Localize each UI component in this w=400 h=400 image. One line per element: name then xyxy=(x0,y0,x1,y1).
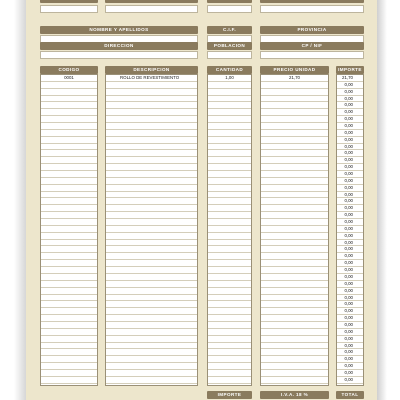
code-cell[interactable] xyxy=(41,322,97,329)
description-cell[interactable] xyxy=(106,226,197,233)
unit-price-cell[interactable] xyxy=(261,205,328,212)
quantity-cell[interactable] xyxy=(208,137,251,144)
unit-price-cell[interactable] xyxy=(261,370,328,377)
unit-price-cell[interactable] xyxy=(261,295,328,302)
quantity-cell[interactable] xyxy=(208,226,251,233)
code-cell[interactable] xyxy=(41,164,97,171)
unit-price-cell[interactable] xyxy=(261,109,328,116)
description-cell[interactable] xyxy=(106,363,197,370)
amount-cell[interactable]: 0,00 xyxy=(337,349,363,356)
code-cell[interactable] xyxy=(41,267,97,274)
amount-cell[interactable]: 0,00 xyxy=(337,240,363,247)
unit-price-cell[interactable] xyxy=(261,150,328,157)
code-cell[interactable] xyxy=(41,171,97,178)
unit-price-cell[interactable] xyxy=(261,343,328,350)
quantity-cell[interactable] xyxy=(208,246,251,253)
code-cell[interactable] xyxy=(41,288,97,295)
description-cell[interactable] xyxy=(106,260,197,267)
code-cell[interactable] xyxy=(41,150,97,157)
label-nombre-apellidos: NOMBRE Y APELLIDOS xyxy=(40,26,198,34)
unit-price-cell[interactable] xyxy=(261,349,328,356)
unit-price-cell[interactable] xyxy=(261,171,328,178)
quantity-cell[interactable] xyxy=(208,130,251,137)
quantity-cell[interactable] xyxy=(208,274,251,281)
amount-cell[interactable]: 0,00 xyxy=(337,137,363,144)
description-cell[interactable] xyxy=(106,96,197,103)
code-cell[interactable] xyxy=(41,137,97,144)
code-cell[interactable] xyxy=(41,329,97,336)
description-cell[interactable] xyxy=(106,164,197,171)
description-cell[interactable] xyxy=(106,281,197,288)
code-cell[interactable] xyxy=(41,246,97,253)
amount-cell[interactable]: 0,00 xyxy=(337,82,363,89)
code-cell[interactable] xyxy=(41,109,97,116)
description-cell[interactable] xyxy=(106,246,197,253)
quantity-cell[interactable] xyxy=(208,171,251,178)
quantity-cell[interactable] xyxy=(208,363,251,370)
unit-price-cell[interactable] xyxy=(261,301,328,308)
amount-cell[interactable]: 0,00 xyxy=(337,219,363,226)
unit-price-cell[interactable] xyxy=(261,164,328,171)
label-provincia: PROVINCIA xyxy=(260,26,364,34)
amount-cell[interactable]: 0,00 xyxy=(337,343,363,350)
description-cell[interactable] xyxy=(106,308,197,315)
description-cell[interactable] xyxy=(106,109,197,116)
column-codigo xyxy=(40,74,98,386)
quantity-cell[interactable] xyxy=(208,144,251,151)
code-cell[interactable] xyxy=(41,356,97,363)
column-importe xyxy=(336,74,364,386)
quantity-cell[interactable] xyxy=(208,240,251,247)
description-cell[interactable] xyxy=(106,233,197,240)
quantity-cell[interactable] xyxy=(208,164,251,171)
quantity-cell[interactable] xyxy=(208,96,251,103)
footer-label-total: TOTAL xyxy=(336,391,364,399)
amount-cell[interactable]: 0,00 xyxy=(337,370,363,377)
unit-price-cell[interactable] xyxy=(261,123,328,130)
code-cell[interactable] xyxy=(41,315,97,322)
quantity-cell[interactable] xyxy=(208,219,251,226)
unit-price-cell[interactable] xyxy=(261,198,328,205)
unit-price-cell[interactable] xyxy=(261,267,328,274)
description-cell[interactable] xyxy=(106,171,197,178)
label-fecha xyxy=(105,0,198,3)
unit-price-cell[interactable] xyxy=(261,137,328,144)
description-cell[interactable] xyxy=(106,301,197,308)
amount-cell[interactable]: 0,00 xyxy=(337,233,363,240)
amount-cell[interactable]: 0,00 xyxy=(337,144,363,151)
unit-price-cell[interactable] xyxy=(261,185,328,192)
amount-cell[interactable]: 0,00 xyxy=(337,329,363,336)
direccion-field[interactable] xyxy=(40,51,198,59)
amount-cell[interactable]: 21,70 xyxy=(337,75,363,82)
unit-price-cell[interactable] xyxy=(261,240,328,247)
description-cell[interactable] xyxy=(106,336,197,343)
quantity-cell[interactable] xyxy=(208,356,251,363)
code-cell[interactable] xyxy=(41,370,97,377)
unit-price-cell[interactable] xyxy=(261,336,328,343)
quantity-cell[interactable] xyxy=(208,253,251,260)
col-header-precio-unidad: PRECIO UNIDAD xyxy=(260,66,329,74)
description-cell[interactable] xyxy=(106,82,197,89)
amount-cell[interactable]: 0,00 xyxy=(337,295,363,302)
quantity-cell[interactable] xyxy=(208,288,251,295)
amount-cell[interactable]: 0,00 xyxy=(337,301,363,308)
code-cell[interactable] xyxy=(41,82,97,89)
numero-field[interactable] xyxy=(40,5,98,13)
description-cell[interactable] xyxy=(106,219,197,226)
unit-price-cell[interactable] xyxy=(261,246,328,253)
amount-cell[interactable]: 0,00 xyxy=(337,198,363,205)
amount-cell[interactable]: 0,00 xyxy=(337,130,363,137)
comercial-field[interactable] xyxy=(260,5,364,13)
label-numero xyxy=(40,0,98,3)
code-cell[interactable] xyxy=(41,260,97,267)
unit-price-cell[interactable] xyxy=(261,363,328,370)
code-cell[interactable] xyxy=(41,102,97,109)
quantity-cell[interactable] xyxy=(208,212,251,219)
unit-price-cell[interactable] xyxy=(261,130,328,137)
unit-price-cell[interactable] xyxy=(261,274,328,281)
quantity-cell[interactable] xyxy=(208,82,251,89)
description-cell[interactable] xyxy=(106,274,197,281)
quantity-cell[interactable] xyxy=(208,178,251,185)
description-cell[interactable] xyxy=(106,329,197,336)
code-cell[interactable] xyxy=(41,96,97,103)
unit-price-cell[interactable] xyxy=(261,356,328,363)
amount-cell[interactable]: 0,00 xyxy=(337,281,363,288)
code-cell[interactable] xyxy=(41,212,97,219)
quantity-cell[interactable]: 1,00 xyxy=(208,75,251,82)
amount-cell[interactable]: 0,00 xyxy=(337,164,363,171)
amount-cell[interactable]: 0,00 xyxy=(337,356,363,363)
amount-cell[interactable]: 0,00 xyxy=(337,192,363,199)
code-cell[interactable] xyxy=(41,281,97,288)
description-cell[interactable] xyxy=(106,130,197,137)
description-cell[interactable] xyxy=(106,102,197,109)
description-cell[interactable] xyxy=(106,178,197,185)
footer-label-importe: IMPORTE xyxy=(207,391,252,399)
page-shadow-left xyxy=(14,0,26,400)
unit-price-cell[interactable] xyxy=(261,192,328,199)
amount-cell[interactable]: 0,00 xyxy=(337,336,363,343)
code-cell[interactable] xyxy=(41,349,97,356)
unit-price-cell[interactable] xyxy=(261,253,328,260)
amount-cell[interactable]: 0,00 xyxy=(337,171,363,178)
col-header-codigo: CODIGO xyxy=(40,66,98,74)
quantity-cell[interactable] xyxy=(208,102,251,109)
quantity-cell[interactable] xyxy=(208,336,251,343)
code-cell[interactable]: 0001 xyxy=(41,75,97,82)
quantity-cell[interactable] xyxy=(208,260,251,267)
code-cell[interactable] xyxy=(41,89,97,96)
unit-price-cell[interactable] xyxy=(261,82,328,89)
codigo-field[interactable] xyxy=(207,5,252,13)
label-direccion: DIRECCION xyxy=(40,42,198,50)
amount-cell[interactable]: 0,00 xyxy=(337,246,363,253)
amount-cell[interactable]: 0,00 xyxy=(337,315,363,322)
amount-cell[interactable]: 0,00 xyxy=(337,363,363,370)
label-cp-nif: CP / NIF xyxy=(260,42,364,50)
quantity-cell[interactable] xyxy=(208,329,251,336)
amount-cell[interactable]: 0,00 xyxy=(337,308,363,315)
amount-cell[interactable]: 0,00 xyxy=(337,253,363,260)
description-cell[interactable] xyxy=(106,144,197,151)
quantity-cell[interactable] xyxy=(208,343,251,350)
unit-price-cell[interactable] xyxy=(261,219,328,226)
col-header-cantidad: CANTIDAD xyxy=(207,66,252,74)
code-cell[interactable] xyxy=(41,274,97,281)
quantity-cell[interactable] xyxy=(208,185,251,192)
quantity-cell[interactable] xyxy=(208,89,251,96)
quantity-cell[interactable] xyxy=(208,281,251,288)
code-cell[interactable] xyxy=(41,301,97,308)
amount-cell[interactable]: 0,00 xyxy=(337,226,363,233)
description-cell[interactable] xyxy=(106,267,197,274)
unit-price-cell[interactable] xyxy=(261,377,328,384)
amount-cell[interactable]: 0,00 xyxy=(337,116,363,123)
description-cell[interactable] xyxy=(106,349,197,356)
quantity-cell[interactable] xyxy=(208,157,251,164)
quantity-cell[interactable] xyxy=(208,301,251,308)
description-cell[interactable] xyxy=(106,370,197,377)
description-cell[interactable] xyxy=(106,89,197,96)
quantity-cell[interactable] xyxy=(208,349,251,356)
code-cell[interactable] xyxy=(41,226,97,233)
fecha-field[interactable] xyxy=(105,5,198,13)
quantity-cell[interactable] xyxy=(208,308,251,315)
unit-price-cell[interactable] xyxy=(261,116,328,123)
column-precio-unidad xyxy=(260,74,329,386)
unit-price-cell[interactable] xyxy=(261,226,328,233)
code-cell[interactable] xyxy=(41,205,97,212)
code-cell[interactable] xyxy=(41,130,97,137)
unit-price-cell[interactable] xyxy=(261,315,328,322)
code-cell[interactable] xyxy=(41,336,97,343)
unit-price-cell[interactable] xyxy=(261,322,328,329)
description-cell[interactable] xyxy=(106,185,197,192)
description-cell[interactable] xyxy=(106,240,197,247)
amount-cell[interactable]: 0,00 xyxy=(337,109,363,116)
column-cantidad xyxy=(207,74,252,386)
description-cell[interactable]: ROLLO DE REVESTIMIENTO xyxy=(106,75,197,82)
description-cell[interactable] xyxy=(106,198,197,205)
page-shadow-right xyxy=(377,0,387,400)
amount-cell[interactable]: 0,00 xyxy=(337,102,363,109)
amount-cell[interactable]: 0,00 xyxy=(337,96,363,103)
description-cell[interactable] xyxy=(106,116,197,123)
quantity-cell[interactable] xyxy=(208,205,251,212)
poblacion-field[interactable] xyxy=(207,51,252,59)
description-cell[interactable] xyxy=(106,377,197,384)
description-cell[interactable] xyxy=(106,205,197,212)
amount-cell[interactable]: 0,00 xyxy=(337,288,363,295)
code-cell[interactable] xyxy=(41,144,97,151)
quantity-cell[interactable] xyxy=(208,192,251,199)
code-cell[interactable] xyxy=(41,185,97,192)
unit-price-cell[interactable] xyxy=(261,212,328,219)
description-cell[interactable] xyxy=(106,322,197,329)
quantity-cell[interactable] xyxy=(208,123,251,130)
amount-cell[interactable]: 0,00 xyxy=(337,260,363,267)
amount-cell[interactable]: 0,00 xyxy=(337,185,363,192)
amount-cell[interactable]: 0,00 xyxy=(337,322,363,329)
quantity-cell[interactable] xyxy=(208,198,251,205)
quantity-cell[interactable] xyxy=(208,267,251,274)
col-header-descripcion: DESCRIPCION xyxy=(105,66,198,74)
amount-cell[interactable]: 0,00 xyxy=(337,89,363,96)
code-cell[interactable] xyxy=(41,253,97,260)
unit-price-cell[interactable] xyxy=(261,329,328,336)
label-comercial xyxy=(260,0,364,3)
description-cell[interactable] xyxy=(106,253,197,260)
code-cell[interactable] xyxy=(41,240,97,247)
unit-price-cell[interactable] xyxy=(261,102,328,109)
amount-cell[interactable]: 0,00 xyxy=(337,377,363,384)
amount-cell[interactable]: 0,00 xyxy=(337,205,363,212)
code-cell[interactable] xyxy=(41,157,97,164)
description-cell[interactable] xyxy=(106,123,197,130)
unit-price-cell[interactable] xyxy=(261,308,328,315)
code-cell[interactable] xyxy=(41,198,97,205)
amount-cell[interactable]: 0,00 xyxy=(337,212,363,219)
description-cell[interactable] xyxy=(106,150,197,157)
quantity-cell[interactable] xyxy=(208,150,251,157)
amount-cell[interactable]: 0,00 xyxy=(337,274,363,281)
column-descripcion xyxy=(105,74,198,386)
amount-cell[interactable]: 0,00 xyxy=(337,267,363,274)
unit-price-cell[interactable] xyxy=(261,157,328,164)
unit-price-cell[interactable] xyxy=(261,260,328,267)
quantity-cell[interactable] xyxy=(208,315,251,322)
cp-nif-field[interactable] xyxy=(260,51,364,59)
label-cif: C.I.F. xyxy=(207,26,252,34)
quantity-cell[interactable] xyxy=(208,370,251,377)
amount-cell[interactable]: 0,00 xyxy=(337,150,363,157)
footer-label-iva: I.V.A. 18 % xyxy=(260,391,329,399)
amount-cell[interactable]: 0,00 xyxy=(337,123,363,130)
unit-price-cell[interactable] xyxy=(261,233,328,240)
unit-price-cell[interactable] xyxy=(261,178,328,185)
col-header-importe: IMPORTE xyxy=(336,66,364,74)
description-cell[interactable] xyxy=(106,295,197,302)
quantity-cell[interactable] xyxy=(208,233,251,240)
code-cell[interactable] xyxy=(41,233,97,240)
unit-price-cell[interactable]: 21,70 xyxy=(261,75,328,82)
quantity-cell[interactable] xyxy=(208,109,251,116)
quantity-cell[interactable] xyxy=(208,116,251,123)
unit-price-cell[interactable] xyxy=(261,96,328,103)
description-cell[interactable] xyxy=(106,288,197,295)
quantity-cell[interactable] xyxy=(208,322,251,329)
description-cell[interactable] xyxy=(106,192,197,199)
unit-price-cell[interactable] xyxy=(261,144,328,151)
quantity-cell[interactable] xyxy=(208,377,251,384)
label-codigo xyxy=(207,0,252,3)
amount-cell[interactable]: 0,00 xyxy=(337,178,363,185)
amount-cell[interactable]: 0,00 xyxy=(337,157,363,164)
code-cell[interactable] xyxy=(41,343,97,350)
description-cell[interactable] xyxy=(106,315,197,322)
description-cell[interactable] xyxy=(106,343,197,350)
code-cell[interactable] xyxy=(41,219,97,226)
code-cell[interactable] xyxy=(41,123,97,130)
code-cell[interactable] xyxy=(41,308,97,315)
description-cell[interactable] xyxy=(106,157,197,164)
description-cell[interactable] xyxy=(106,212,197,219)
code-cell[interactable] xyxy=(41,192,97,199)
unit-price-cell[interactable] xyxy=(261,281,328,288)
quantity-cell[interactable] xyxy=(208,295,251,302)
unit-price-cell[interactable] xyxy=(261,288,328,295)
description-cell[interactable] xyxy=(106,356,197,363)
code-cell[interactable] xyxy=(41,363,97,370)
description-cell[interactable] xyxy=(106,137,197,144)
unit-price-cell[interactable] xyxy=(261,89,328,96)
code-cell[interactable] xyxy=(41,116,97,123)
code-cell[interactable] xyxy=(41,295,97,302)
label-poblacion: POBLACION xyxy=(207,42,252,50)
code-cell[interactable] xyxy=(41,178,97,185)
code-cell[interactable] xyxy=(41,377,97,384)
